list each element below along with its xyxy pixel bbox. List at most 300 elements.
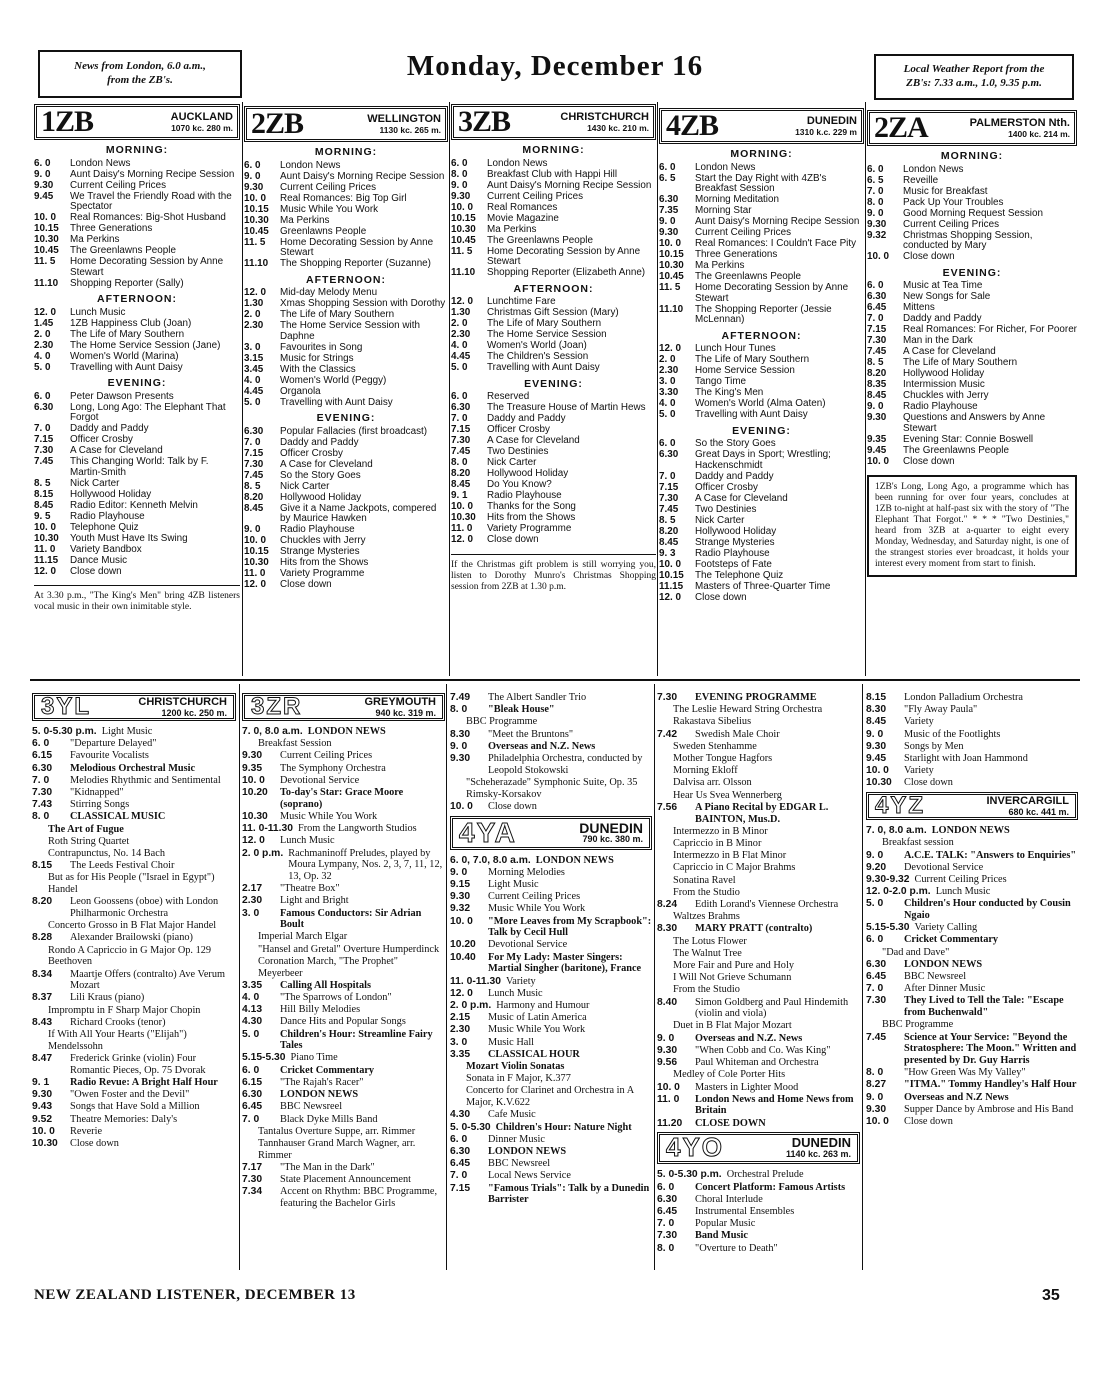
station-2zb — [244, 106, 448, 676]
schedule-text: A Case for Cleveland — [280, 458, 373, 470]
schedule-time: 8. 0 — [450, 704, 468, 716]
schedule-time: 6.30 — [450, 1145, 471, 1157]
schedule-text: Rachmaninoff Preludes, played by Moura Lympany, Nos. 2, 3, 7, 11, 12, 13, Op. 32 — [288, 847, 443, 882]
schedule-text: The Life of Mary Southern — [903, 357, 1018, 368]
schedule-item — [244, 449, 448, 460]
schedule-item — [867, 413, 1077, 434]
schedule-text: Supper Dance by Ambrose and His Band — [904, 1103, 1074, 1115]
schedule-item — [657, 1243, 860, 1255]
schedule-item — [866, 983, 1078, 995]
schedule-item — [34, 170, 240, 181]
schedule-text: Daddy and Paddy — [487, 413, 566, 424]
schedule-text: Overseas and N.Z News — [904, 1091, 1009, 1103]
schedule-time: 11. 5 — [244, 236, 266, 248]
schedule-item — [34, 246, 240, 257]
schedule-item — [657, 790, 860, 802]
schedule-item — [866, 922, 1078, 934]
schedule-text: So the Story Goes — [695, 438, 776, 449]
schedule-item — [244, 547, 448, 558]
schedule-time: 7.30 — [244, 458, 264, 470]
lower-column-1 — [32, 690, 236, 1272]
schedule-text: Morning Star — [695, 205, 752, 216]
schedule-item — [451, 268, 656, 279]
schedule-item — [659, 355, 864, 366]
schedule-text: London News — [70, 157, 131, 169]
schedule-item — [659, 439, 864, 450]
schedule-time: 9.32 — [450, 903, 471, 915]
schedule-item — [244, 580, 448, 591]
schedule-text: Pack Up Your Troubles — [903, 196, 1004, 208]
schedule-time: 3.35 — [242, 979, 263, 991]
schedule-text: The Life of Mary Southern — [695, 354, 810, 365]
schedule-item — [34, 446, 240, 457]
schedule-time: 6. 5 — [659, 172, 676, 184]
schedule-text: Richard Crooks (tenor) — [70, 1016, 166, 1028]
schedule-time: 8. 5 — [34, 477, 51, 489]
schedule-item — [244, 259, 448, 270]
schedule-item — [657, 777, 860, 789]
schedule-text: Ma Perkins — [70, 234, 120, 245]
schedule-item — [32, 824, 236, 836]
schedule-time: 9.30 — [657, 1044, 678, 1056]
schedule-item — [867, 165, 1077, 176]
schedule-item — [242, 1065, 445, 1077]
schedule-time: 9. 0 — [659, 216, 676, 227]
schedule-item — [242, 931, 445, 943]
schedule-time: 11.20 — [657, 1117, 683, 1129]
schedule-item — [659, 388, 864, 399]
schedule-item — [450, 855, 652, 867]
schedule-time: 8.47 — [32, 1052, 53, 1064]
schedule-item — [866, 1104, 1078, 1116]
schedule-item — [657, 1230, 860, 1242]
schedule-time: 9. 0 — [657, 1032, 675, 1044]
schedule-text: "Famous Trials": Talk by a Dunedin Barrister — [488, 1182, 650, 1206]
schedule-item — [244, 398, 448, 409]
schedule-text: Lunch Music — [70, 306, 126, 318]
schedule-time: 10.45 — [659, 271, 684, 282]
schedule-text: Cafe Music — [488, 1109, 536, 1121]
schedule-item — [450, 777, 652, 800]
schedule-time: 4. 0 — [34, 350, 51, 362]
schedule-time: 10.30 — [34, 234, 59, 245]
schedule-time: 6. 0 — [32, 738, 50, 750]
schedule-item — [242, 1004, 445, 1016]
schedule-text: "Kidnapped" — [70, 787, 124, 799]
schedule-text: Great Days in Sport; Wrestling; Hackenschmidt — [695, 449, 831, 471]
schedule-time: 5. 0 — [244, 396, 261, 408]
schedule-item — [451, 319, 656, 330]
schedule-text: Variety Programme — [280, 568, 365, 579]
schedule-item — [866, 874, 1078, 886]
schedule-time: 6.45 — [866, 971, 887, 983]
schedule-time: 9. 0 — [244, 170, 261, 182]
schedule-text: Popular Music — [695, 1218, 756, 1230]
schedule-text: From the Langworth Studios — [297, 823, 417, 835]
section-heading: EVENING: — [107, 377, 167, 389]
schedule-text: The Treasure House of Martin Hews — [487, 402, 646, 413]
schedule-time: 10. 0 — [450, 915, 473, 927]
schedule-time: 7.30 — [32, 787, 53, 799]
station-name: INVERCARGILL — [986, 795, 1069, 808]
schedule-item — [657, 1057, 860, 1069]
schedule-item — [451, 236, 656, 247]
schedule-text: Home Service Session — [695, 365, 795, 376]
schedule-item — [244, 288, 448, 299]
schedule-text: BBC Programme — [882, 1019, 954, 1031]
schedule-text: Women's World (Peggy) — [280, 374, 387, 386]
schedule-time: 2. 0 p.m. — [242, 847, 284, 859]
lower-column-3 — [450, 692, 652, 1272]
schedule-item — [450, 692, 652, 704]
schedule-text: Xmas Shopping Session with Dorothy — [280, 298, 446, 309]
schedule-item — [242, 1174, 445, 1186]
schedule-text: Music While You Work — [488, 1024, 586, 1036]
section-heading: EVENING: — [524, 377, 583, 390]
schedule-time — [657, 753, 669, 765]
schedule-text: Man in the Dark — [903, 335, 973, 346]
schedule-time: 8.45 — [659, 536, 679, 548]
schedule-time: 8. 0 — [451, 168, 468, 180]
schedule-time: 9.30 — [451, 190, 471, 202]
schedule-text: "Dad and Dave" — [882, 946, 950, 958]
schedule-item — [32, 738, 236, 750]
schedule-item — [451, 203, 656, 214]
schedule-item — [451, 363, 656, 374]
schedule-item — [451, 247, 656, 268]
schedule-text: Close down — [487, 534, 539, 545]
schedule-time — [242, 931, 254, 943]
schedule-time: 10. 0 — [451, 501, 473, 512]
schedule-time: 7. 0 — [32, 774, 50, 786]
schedule-text: Nick Carter — [280, 480, 330, 492]
schedule-time: 3. 0 — [244, 341, 261, 353]
schedule-item — [34, 545, 240, 556]
schedule-text: "ITMA." Tommy Handley's Half Hour — [904, 1079, 1077, 1091]
schedule-text: Hill Billy Melodies — [280, 1004, 361, 1016]
schedule-text: Travelling with Aunt Daisy — [487, 362, 600, 373]
schedule-item — [450, 1134, 652, 1146]
schedule-item — [867, 391, 1077, 402]
schedule-text: The Albert Sandler Trio — [488, 692, 587, 703]
schedule-text: Radio Playhouse — [280, 524, 355, 535]
schedule-time: 9. 0 — [450, 740, 468, 752]
schedule-item — [32, 1053, 236, 1076]
schedule-text: The Children's Session — [487, 351, 589, 362]
schedule-time: 10.15 — [659, 569, 684, 581]
schedule-time: 11.10 — [244, 258, 269, 269]
schedule-item — [32, 775, 236, 787]
schedule-item — [659, 549, 864, 560]
schedule-item — [450, 716, 652, 728]
schedule-item — [34, 501, 240, 512]
page-title: Monday, December 16 — [406, 50, 704, 82]
schedule-text: Morning Melodies — [488, 866, 565, 878]
schedule-item — [450, 867, 652, 879]
schedule-time: 11.15 — [34, 554, 59, 566]
schedule-item — [657, 1218, 860, 1230]
station-call: 3YL — [41, 693, 92, 721]
schedule-item — [659, 239, 864, 250]
schedule-time: 7. 0 — [450, 1170, 468, 1182]
schedule-text: Youth Must Have Its Swing — [70, 532, 188, 544]
schedule-time: 6. 0 — [451, 157, 468, 169]
schedule-text: Christmas Gift Session (Mary) — [487, 307, 619, 318]
schedule-text: Chuckles with Jerry — [903, 390, 989, 401]
schedule-text: Hollywood Holiday — [70, 488, 152, 500]
schedule-item — [242, 1114, 445, 1126]
schedule-time: 10. 0 — [659, 558, 681, 570]
section-heading: MORNING: — [314, 146, 378, 158]
schedule-time: 10.30 — [451, 223, 476, 235]
schedule-text: Women's World (Marina) — [70, 350, 179, 362]
schedule-item — [34, 435, 240, 446]
schedule-item — [451, 535, 656, 546]
schedule-item — [451, 392, 656, 403]
schedule-text: LONDON NEWS — [931, 825, 1010, 837]
schedule-text: Dance Hits and Popular Songs — [280, 1016, 406, 1028]
schedule-text: After Dinner Music — [904, 983, 986, 995]
schedule-time: 7. 0 — [867, 313, 884, 324]
schedule-item — [657, 923, 860, 935]
schedule-time — [657, 765, 669, 777]
section-heading: AFTERNOON: — [306, 273, 386, 286]
schedule-text: Mozart Violin Sonatas — [466, 1060, 565, 1072]
schedule-item — [244, 427, 448, 438]
schedule-time: 7. 0 — [867, 185, 884, 197]
schedule-time — [866, 1019, 878, 1031]
schedule-time: 8. 5 — [659, 514, 676, 526]
schedule-text: Lunch Music — [935, 886, 991, 898]
station-freq: 1070 kc. 280 m. — [171, 123, 233, 133]
schedule-item — [244, 227, 448, 238]
schedule-item — [32, 1029, 236, 1052]
schedule-text: Nick Carter — [70, 477, 120, 489]
schedule-time: 7.45 — [659, 503, 679, 515]
schedule-item — [659, 410, 864, 421]
schedule-time: 10. 0 — [866, 765, 889, 777]
schedule-item — [867, 358, 1077, 369]
schedule-text: Overseas and N.Z. News — [488, 740, 596, 752]
schedule-text: Variety Calling — [914, 922, 978, 934]
schedule-item — [244, 569, 448, 580]
schedule-item — [242, 738, 445, 750]
schedule-time: 7.30 — [657, 1230, 678, 1242]
schedule-text: Radio Playhouse — [903, 401, 978, 412]
schedule-text: Intermezzo in B Minor — [673, 825, 768, 837]
schedule-text: BBC Newsreel — [280, 1101, 343, 1113]
schedule-text: Close down — [904, 1116, 953, 1127]
schedule-item — [34, 352, 240, 363]
schedule-text: CLASSICAL MUSIC — [70, 811, 166, 823]
schedule-time: 6. 0, 7.0, 8.0 a.m. — [450, 854, 531, 866]
schedule-text: Orchestral Prelude — [726, 1169, 804, 1181]
schedule-text: I Will Not Grieve Schumann — [673, 972, 792, 984]
schedule-time: 8.37 — [32, 992, 53, 1004]
schedule-time: 8.30 — [450, 728, 471, 740]
schedule-item — [451, 480, 656, 491]
schedule-time: 8. 5 — [867, 357, 884, 368]
schedule-time: 9.30 — [866, 1103, 887, 1115]
schedule-text: The Greenlawns People — [695, 271, 801, 282]
station-call: 4YO — [666, 1132, 725, 1163]
schedule-item — [450, 1073, 652, 1085]
schedule-time: 10. 0 — [659, 238, 681, 249]
schedule-item — [866, 947, 1078, 959]
schedule-text: Travelling with Aunt Daisy — [695, 409, 808, 420]
schedule-time — [32, 872, 44, 895]
schedule-time: 7.30 — [242, 1174, 263, 1186]
schedule-time: 12. 0 — [34, 565, 56, 577]
schedule-time: 10. 0 — [451, 201, 473, 213]
station-freq: 1130 kc. 265 m. — [379, 125, 441, 135]
schedule-text: Mother Tongue Hagfors — [673, 753, 773, 765]
schedule-item — [450, 1170, 652, 1182]
schedule-text: Hollywood Holiday — [280, 491, 362, 503]
schedule-time: 8. 0 — [866, 1067, 884, 1079]
schedule-item — [657, 1094, 860, 1117]
schedule-time: 8. 0 — [32, 811, 50, 823]
schedule-time: 8.20 — [244, 491, 264, 503]
schedule-text: Long, Long Ago: The Elephant That Forgot — [70, 401, 226, 423]
schedule-item — [657, 802, 860, 825]
schedule-text: The Art of Fugue — [48, 823, 124, 835]
schedule-time: 9.35 — [867, 433, 887, 445]
schedule-item — [32, 1138, 236, 1150]
schedule-text: Rondo A Capriccio in G Major Op. 129 Beethoven — [48, 944, 212, 968]
schedule-text: EVENING PROGRAMME — [695, 692, 817, 703]
schedule-item — [244, 365, 448, 376]
schedule-text: A Case for Cleveland — [70, 445, 163, 456]
schedule-time: 4. 0 — [451, 340, 468, 351]
schedule-text: Piano Time — [290, 1052, 338, 1064]
schedule-time: 6.30 — [34, 401, 54, 413]
station-call: 2ZA — [874, 111, 928, 144]
schedule-item — [242, 775, 445, 787]
schedule-text: The Greenlawns People — [903, 444, 1009, 456]
station-name: CHRISTCHURCH — [138, 696, 227, 708]
schedule-item — [34, 479, 240, 490]
weather-box-line-1: Local Weather Report from the — [903, 63, 1045, 75]
section-heading: EVENING: — [942, 266, 1002, 279]
schedule-item — [244, 321, 448, 342]
schedule-time: 12. 0 — [244, 287, 266, 298]
schedule-text: A Case for Cleveland — [903, 346, 996, 357]
schedule-text: Imperial March Elgar — [258, 931, 348, 943]
schedule-time: 7. 0, 8.0 a.m. — [242, 726, 303, 737]
schedule-time: 6.30 — [451, 402, 471, 413]
schedule-item — [866, 692, 1078, 704]
schedule-text: Current Ceiling Prices — [695, 227, 792, 238]
schedule-text: We Travel the Friendly Road with the Spectator — [70, 190, 232, 212]
schedule-item — [32, 896, 236, 919]
schedule-time — [657, 790, 669, 802]
schedule-time: 10. 0 — [32, 1125, 55, 1137]
schedule-item — [659, 366, 864, 377]
schedule-item — [242, 883, 445, 895]
schedule-text: Dalvisa arr. Olsson — [673, 777, 752, 789]
schedule-item — [450, 1085, 652, 1108]
schedule-item — [450, 939, 652, 951]
schedule-time: 6.15 — [32, 750, 53, 762]
schedule-text: Officer Crosby — [487, 424, 550, 435]
schedule-item — [451, 447, 656, 458]
schedule-time: 11. 0 — [244, 568, 266, 579]
schedule-item — [450, 1061, 652, 1073]
schedule-text: Reveille — [903, 174, 939, 186]
schedule-text: The Shopping Reporter (Suzanne) — [280, 258, 431, 269]
schedule-item — [866, 959, 1078, 971]
schedule-time — [657, 862, 669, 874]
schedule-time: 2.30 — [659, 365, 679, 376]
schedule-time — [32, 848, 44, 860]
schedule-text: Movie Magazine — [487, 212, 559, 224]
schedule-text: Black Dyke Mills Band — [280, 1113, 378, 1125]
schedule-item — [659, 527, 864, 538]
station-freq: 1140 kc. 263 m. — [785, 1149, 851, 1160]
schedule-item — [451, 425, 656, 436]
schedule-time: 10.30 — [244, 557, 269, 568]
schedule-text: London News and Home News from Britain — [695, 1093, 854, 1117]
schedule-time: 2. 0 — [451, 318, 468, 329]
schedule-time: 9. 3 — [659, 547, 676, 559]
schedule-item — [450, 1183, 652, 1206]
schedule-time: 7. 0 — [451, 413, 468, 424]
schedule-item — [451, 297, 656, 308]
schedule-text: Tantalus Overture Suppe, arr. Rimmer — [258, 1125, 416, 1137]
schedule-time: 6. 0 — [657, 1181, 675, 1193]
schedule-time: 6.30 — [866, 958, 887, 970]
schedule-item — [657, 838, 860, 850]
schedule-item — [659, 272, 864, 283]
schedule-item — [450, 1122, 652, 1134]
schedule-time: 8.28 — [32, 932, 53, 944]
schedule-item — [242, 980, 445, 992]
schedule-time: 1.30 — [244, 298, 264, 309]
schedule-item — [659, 261, 864, 272]
news-box-line-1: News from London, 6.0 a.m., — [74, 60, 206, 72]
schedule-item — [242, 835, 445, 847]
section-heading: EVENING: — [732, 424, 791, 437]
schedule-time: 2.30 — [242, 895, 263, 907]
schedule-time — [657, 984, 669, 996]
schedule-item — [657, 1169, 860, 1181]
schedule-text: Strange Mysteries — [695, 536, 775, 548]
schedule-item — [32, 1114, 236, 1126]
schedule-item — [450, 1024, 652, 1036]
schedule-text: London Palladium Orchestra — [904, 692, 1023, 703]
schedule-item — [450, 1146, 652, 1158]
schedule-text: Hits from the Shows — [280, 557, 369, 568]
schedule-item — [34, 181, 240, 192]
schedule-item — [659, 217, 864, 228]
schedule-text: Intermission Music — [903, 379, 985, 390]
station-header — [450, 816, 652, 850]
schedule-item — [32, 763, 236, 775]
schedule-time: 10. 0 — [242, 774, 265, 786]
schedule-time: 4. 0 — [659, 398, 676, 409]
schedule-text: Children's Hour: Nature Night — [495, 1121, 632, 1133]
schedule-text: The Greenlawns People — [70, 245, 176, 256]
schedule-time: 6.45 — [242, 1101, 263, 1113]
schedule-text: From the Studio — [673, 984, 740, 996]
schedule-item — [657, 911, 860, 923]
station-note: At 3.30 p.m., "The King's Men" bring 4ZB listeners vocal music in their own inimitable style. — [34, 585, 240, 613]
schedule-item — [451, 352, 656, 363]
schedule-text: Starlight with Joan Hammond — [904, 753, 1028, 765]
schedule-item — [450, 891, 652, 903]
schedule-item — [866, 898, 1078, 921]
